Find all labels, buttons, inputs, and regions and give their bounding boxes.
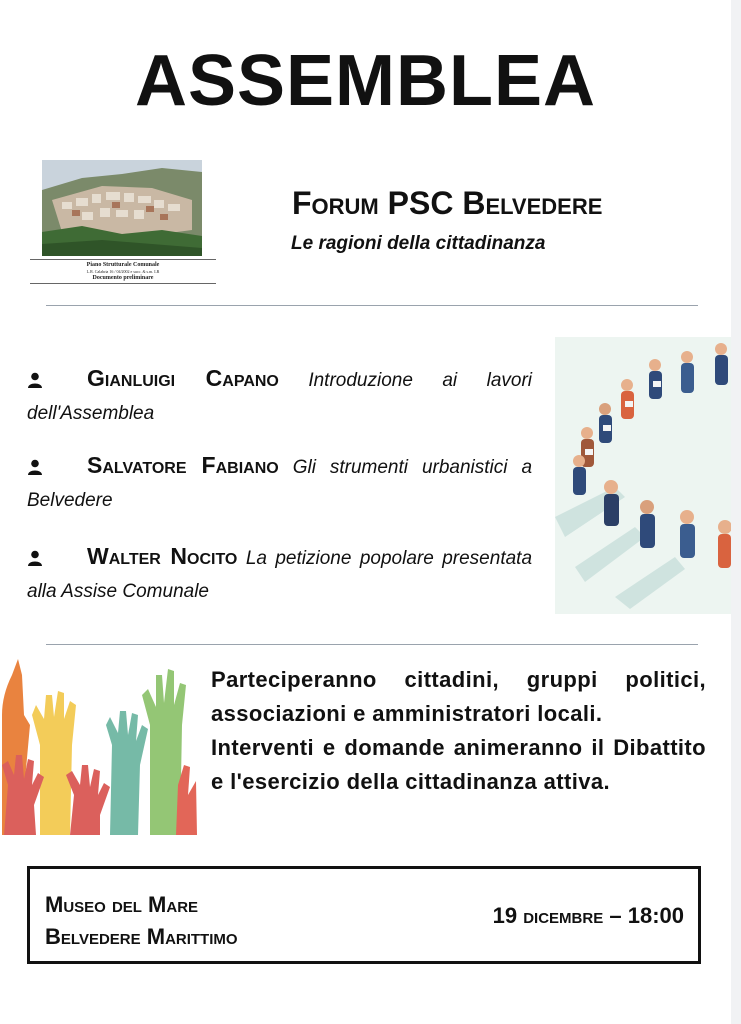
event-month: dicembre [523,903,604,928]
event-day: 19 [492,903,518,928]
document-thumbnail [30,158,216,286]
town-aerial-photo [42,160,202,256]
meeting-circle-illustration [555,337,731,614]
speaker-topic: La petizione popolare presentata alla Assise Comunale [27,548,533,602]
person-icon [27,545,49,576]
forum-title: Forum PSC Belvedere [292,185,603,221]
speaker-name: Walter Nocito [87,543,238,569]
event-datetime [493,903,684,929]
participation-text [211,663,706,799]
thumbnail-caption-doc: Documento preliminare [92,275,154,281]
thumbnail-caption-law: L.R. Calabria 16 / 04/2002 e succ. & s.m. LR [86,269,160,274]
separator-middle [46,644,698,645]
event-separator: – [609,903,622,928]
speaker-item [27,363,532,429]
venue [45,889,238,953]
speaker-name: Salvatore Fabiano [87,452,279,478]
speaker-topic: Introduzione ai lavori dell'Assemblea [27,370,532,424]
person-icon [27,367,49,398]
thumbnail-rule [30,259,216,260]
event-time: 18:00 [627,903,684,928]
thumbnail-rule-bottom [30,283,216,284]
speaker-topic: Gli strumenti urbanistici a Belvedere [27,457,533,511]
page-right-edge [731,0,741,1024]
speaker-name: Gianluigi Capano [87,365,279,391]
participation-paragraph: Parteciperanno cittadini, gruppi politici, associazioni e amministratori locali. [211,667,706,726]
speaker-item [27,450,532,516]
speaker-item [27,541,532,607]
event-info-box [27,866,701,964]
debate-paragraph: Interventi e domande animeranno il Dibattito e l'esercizio della cittadinanza attiva. [211,735,706,794]
raised-hands-illustration [0,655,197,835]
person-icon [27,454,49,485]
thumbnail-caption-title: Piano Strutturale Comunale [86,262,160,268]
venue-town: Belvedere Marittimo [45,924,238,949]
page-title: ASSEMBLEA [134,41,597,121]
forum-subtitle: Le ragioni della cittadinanza [291,233,546,254]
venue-name: Museo del Mare [45,892,199,917]
separator-top [46,305,698,306]
